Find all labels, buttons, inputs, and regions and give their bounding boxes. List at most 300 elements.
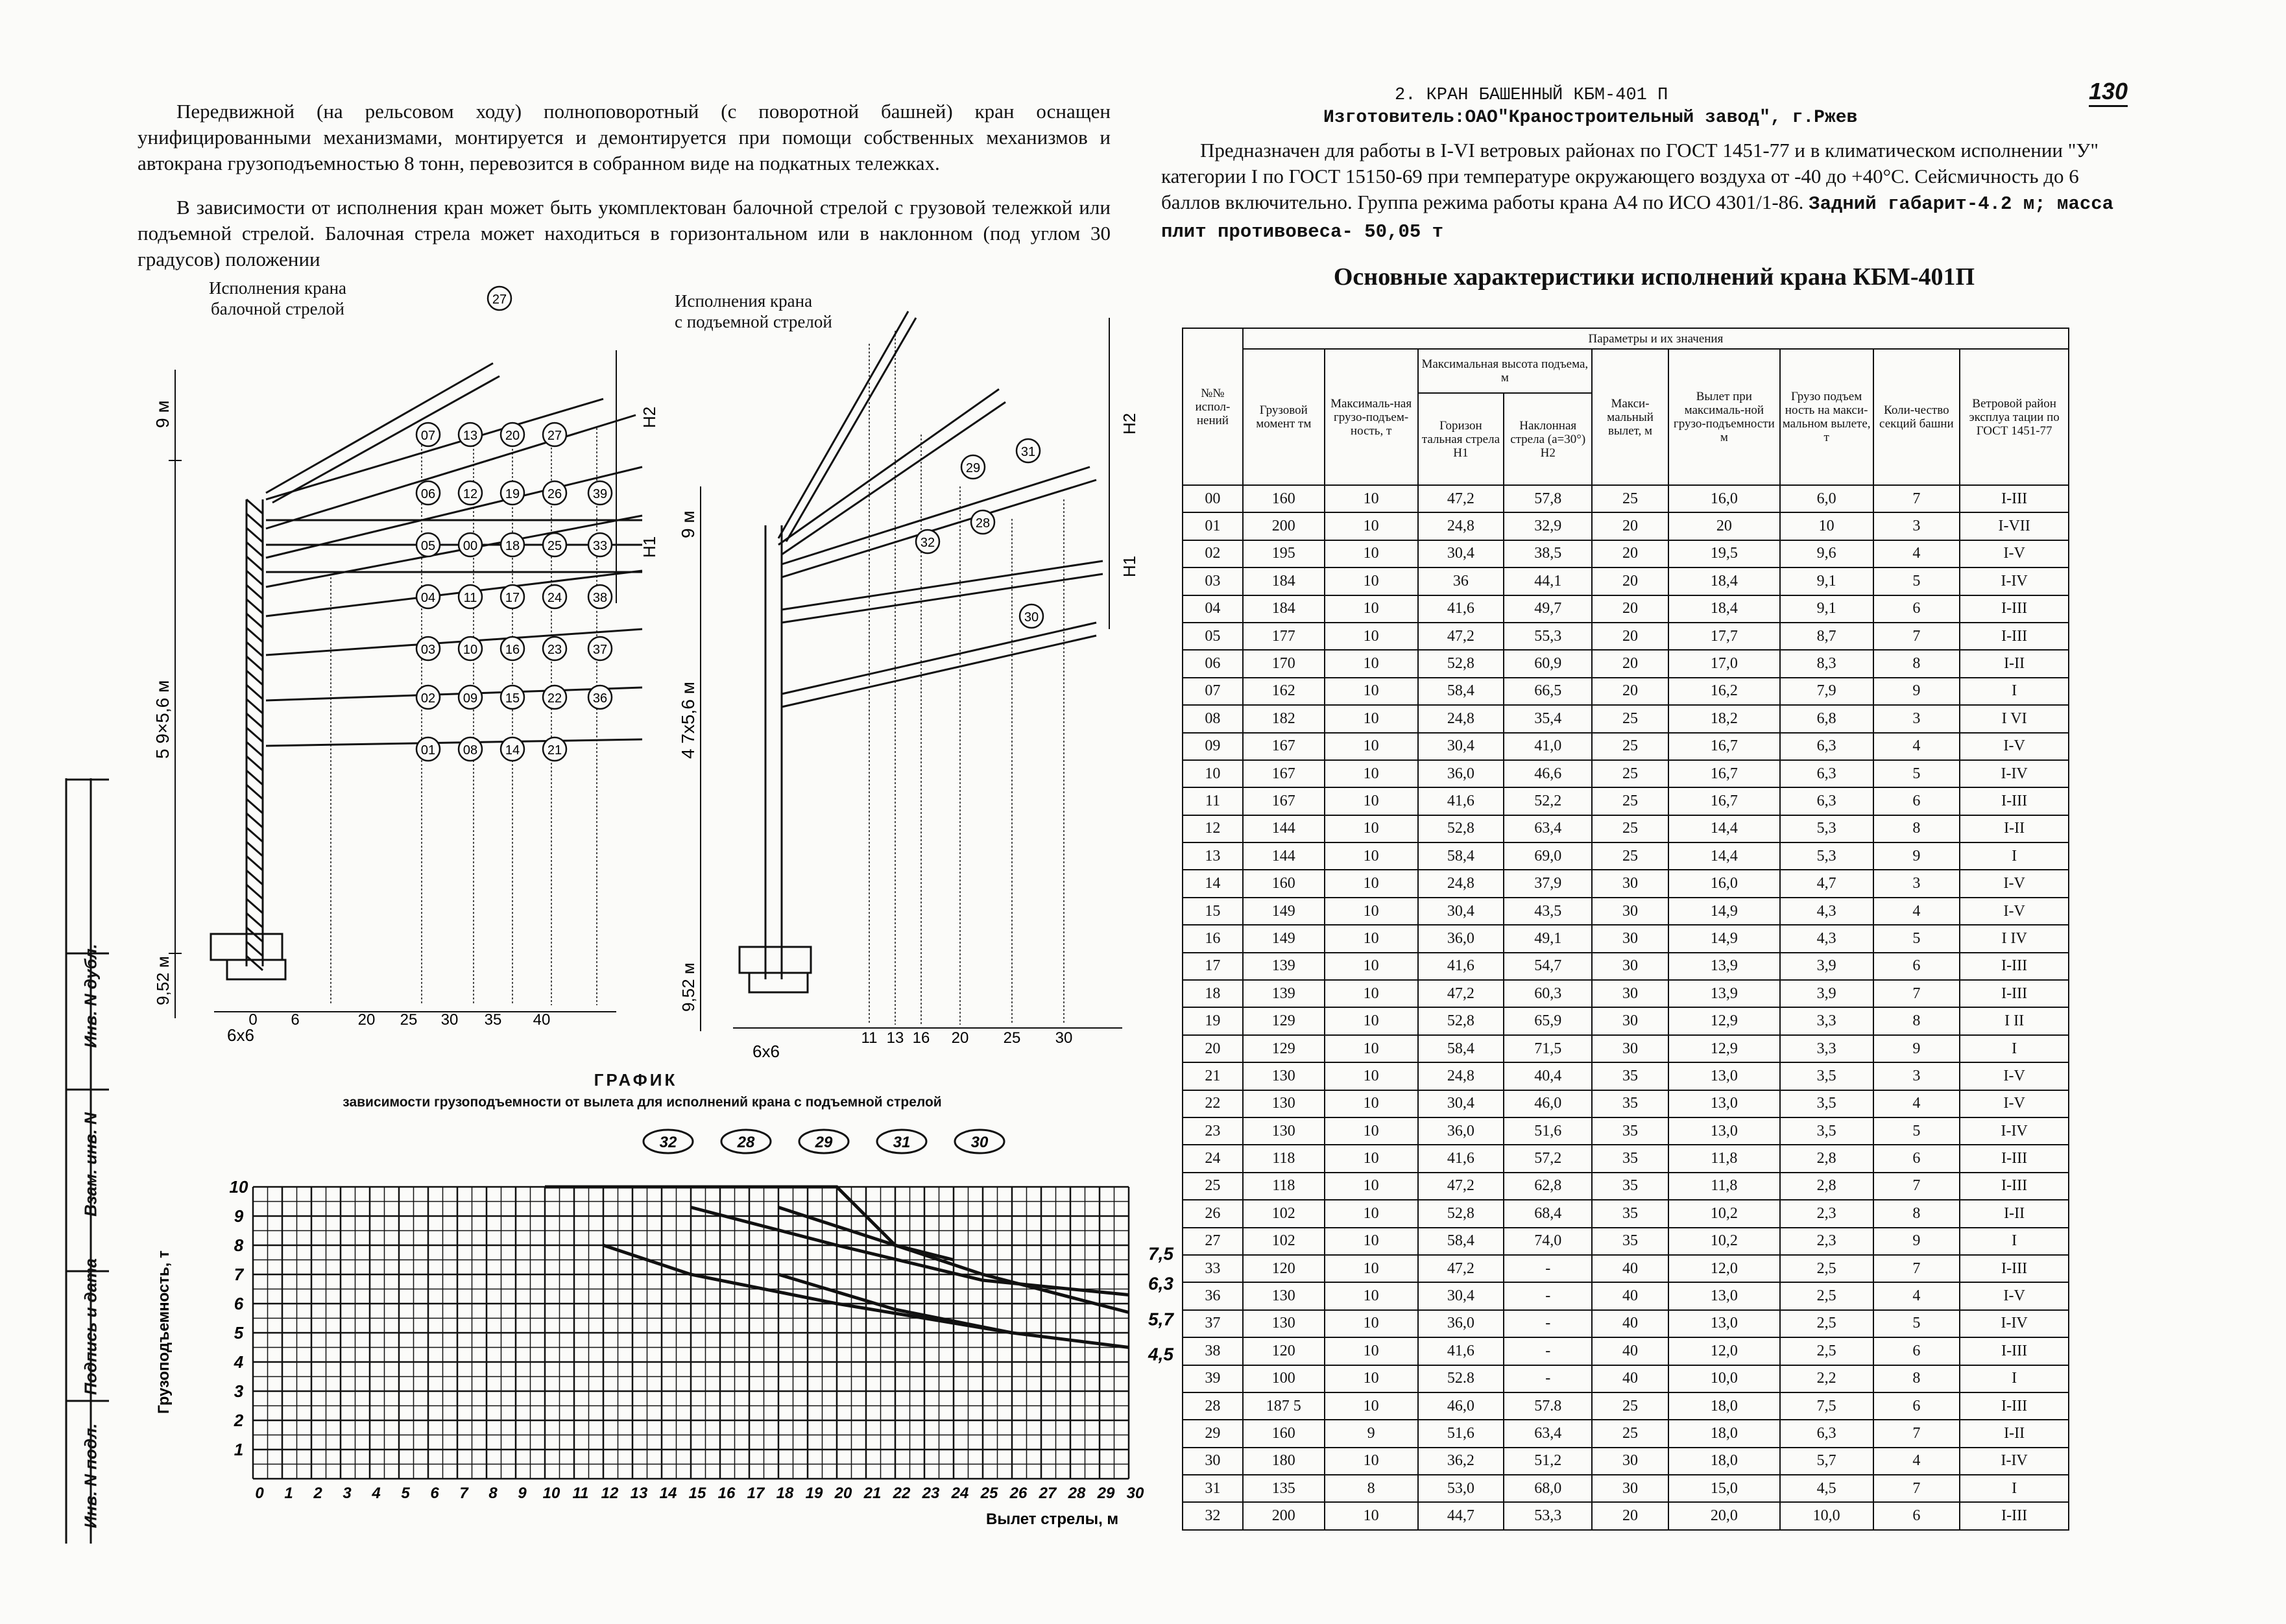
table-row — [1183, 1282, 2069, 1309]
table-cell: 07 — [1183, 678, 1243, 705]
table-cell: 51,6 — [1504, 1117, 1592, 1145]
table-cell: I-III — [1960, 980, 2069, 1007]
table-cell: I-III — [1960, 1337, 2069, 1365]
table-row — [1183, 1145, 2069, 1172]
table-cell: I-IV — [1960, 567, 2069, 595]
table-cell: 23 — [1183, 1117, 1243, 1145]
table-cell: 54,7 — [1504, 953, 1592, 980]
y-tick-label: 1 — [234, 1440, 244, 1459]
table-cell: I — [1960, 678, 2069, 705]
table-cell: 102 — [1243, 1200, 1325, 1227]
luffing-boom-diagram — [675, 305, 1148, 1061]
table-cell: I-III — [1960, 1145, 2069, 1172]
table-cell: I VI — [1960, 705, 2069, 732]
table-cell: 8 — [1325, 1475, 1418, 1502]
table-cell: 5,3 — [1780, 815, 1873, 842]
version-number: 16 — [505, 643, 520, 657]
crane-spec-table — [1182, 328, 2069, 1531]
table-cell: 10 — [1325, 1228, 1418, 1255]
version-number: 14 — [505, 743, 520, 758]
table-cell: 35 — [1592, 1228, 1668, 1255]
version-number: 13 — [463, 429, 478, 443]
table-cell: I-III — [1960, 1502, 2069, 1529]
table-cell: 13 — [1183, 842, 1243, 870]
chart-grid — [253, 1187, 1129, 1479]
table-cell: 55,3 — [1504, 623, 1592, 650]
table-cell: 25 — [1592, 485, 1668, 512]
table-cell: 46,0 — [1418, 1392, 1504, 1420]
table-cell: 10 — [1325, 898, 1418, 925]
table-cell: 49,1 — [1504, 925, 1592, 952]
table-cell: 16,7 — [1668, 787, 1780, 815]
series-label: 30 — [970, 1134, 989, 1151]
table-cell: 37 — [1183, 1310, 1243, 1337]
table-cell: 10 — [1325, 512, 1418, 540]
table-cell: 11 — [1183, 787, 1243, 815]
th-moment: Грузовой момент тм — [1243, 349, 1325, 485]
table-cell: I — [1960, 1365, 2069, 1392]
version-number: 11 — [463, 591, 477, 605]
table-row — [1183, 980, 2069, 1007]
table-cell: 13,0 — [1668, 1310, 1780, 1337]
table-cell: 5 — [1873, 760, 1960, 787]
th-maxload: Максималь-ная грузо-подъем-ность, т — [1325, 349, 1418, 485]
version-number: 22 — [547, 691, 562, 706]
table-cell: 10 — [1325, 540, 1418, 567]
boom-paragraph: В зависимости от исполнения кран может быть укомплектован балочной стрелой с грузовой тележкой или подъемной стрелой. Балочная стрела может находиться в горизонтальном или в наклонном (под углом 30 градусов) положении — [138, 196, 1111, 270]
stamp-label-podpis: Подпись и дата — [80, 1258, 101, 1395]
table-row — [1183, 623, 2069, 650]
x-tick-label: 17 — [747, 1485, 765, 1502]
x-tick-label: 14 — [659, 1485, 677, 1502]
table-cell: 8 — [1873, 815, 1960, 842]
table-cell: 3,3 — [1780, 1007, 1873, 1034]
y-tick-label: 5 — [234, 1323, 244, 1343]
graph-title: ГРАФИК — [594, 1070, 678, 1090]
table-cell: 5 — [1873, 567, 1960, 595]
table-cell: 05 — [1183, 623, 1243, 650]
version-number: 04 — [420, 591, 436, 605]
table-cell: 36,0 — [1418, 760, 1504, 787]
x-tick-label: 30 — [440, 1011, 459, 1029]
table-cell: 16,0 — [1668, 870, 1780, 897]
x-tick-label: 21 — [863, 1485, 882, 1502]
table-cell: 20 — [1592, 595, 1668, 623]
x-tick-label: 20 — [357, 1011, 376, 1029]
table-cell: 10 — [1325, 1282, 1418, 1309]
table-cell: 8 — [1873, 650, 1960, 677]
table-cell: 40,4 — [1504, 1062, 1592, 1090]
table-cell: 130 — [1243, 1282, 1325, 1309]
table-cell: 10 — [1325, 925, 1418, 952]
x-tick-label: 0 — [248, 1011, 258, 1029]
table-cell: 57,8 — [1504, 485, 1592, 512]
y-tick-label: 10 — [229, 1177, 248, 1197]
table-cell: 6 — [1873, 1145, 1960, 1172]
table-cell: 46,6 — [1504, 760, 1592, 787]
table-cell: 17,7 — [1668, 623, 1780, 650]
x-tick-label: 23 — [922, 1485, 940, 1502]
table-cell: - — [1504, 1282, 1592, 1309]
table-cell: 35 — [1592, 1145, 1668, 1172]
table-cell: 149 — [1243, 925, 1325, 952]
table-cell: 4,5 — [1780, 1475, 1873, 1502]
table-cell: 2,5 — [1780, 1337, 1873, 1365]
stamp-label-dubl: Инв. N дубл. — [80, 944, 101, 1048]
table-cell: 41,0 — [1504, 733, 1592, 760]
th-h2: Наклонная стрела (а=30°) H2 — [1504, 393, 1592, 485]
table-cell: 10,0 — [1780, 1502, 1873, 1529]
table-cell: 16,0 — [1668, 485, 1780, 512]
table-row — [1183, 1310, 2069, 1337]
rdim-base: 9,52 м — [679, 962, 698, 1012]
table-cell: 3,9 — [1780, 953, 1873, 980]
table-cell: 10 — [1325, 953, 1418, 980]
version-number: 06 — [420, 487, 436, 501]
table-cell: 7,5 — [1780, 1392, 1873, 1420]
table-cell: 51,6 — [1418, 1420, 1504, 1447]
x-tick-label: 35 — [484, 1011, 502, 1029]
right-base-dim: 6x6 — [752, 1042, 780, 1061]
table-row — [1183, 1475, 2069, 1502]
table-cell: 18,0 — [1668, 1448, 1780, 1475]
x-tick-label: 1 — [284, 1485, 293, 1502]
table-cell: 14,4 — [1668, 815, 1780, 842]
table-cell: 10 — [1780, 512, 1873, 540]
table-cell: 30 — [1592, 1475, 1668, 1502]
table-cell: 162 — [1243, 678, 1325, 705]
table-cell: 4 — [1873, 540, 1960, 567]
page-number: 130 — [2089, 78, 2128, 107]
table-cell: 20 — [1592, 650, 1668, 677]
chart-ylabel: Грузоподъемность, т — [155, 1250, 173, 1414]
version-number: 10 — [463, 643, 478, 657]
x-tick-label: 13 — [886, 1029, 904, 1047]
table-cell: I-III — [1960, 1255, 2069, 1282]
x-tick-label: 29 — [1097, 1485, 1115, 1502]
table-cell: 10 — [1325, 1337, 1418, 1365]
table-cell: 25 — [1592, 733, 1668, 760]
table-cell: 43,5 — [1504, 898, 1592, 925]
table-cell: - — [1504, 1337, 1592, 1365]
diagram-right-caption: Исполнения крана с подъемной стрелой — [675, 291, 832, 331]
table-cell: 2,5 — [1780, 1310, 1873, 1337]
x-tick-label: 40 — [533, 1011, 551, 1029]
table-cell: 129 — [1243, 1007, 1325, 1034]
table-cell: 9 — [1873, 678, 1960, 705]
table-cell: 36,2 — [1418, 1448, 1504, 1475]
table-cell: 20,0 — [1668, 1502, 1780, 1529]
table-cell: 35 — [1592, 1117, 1668, 1145]
table-cell: 20 — [1592, 567, 1668, 595]
version-number: 39 — [592, 487, 608, 501]
table-cell: 14,9 — [1668, 925, 1780, 952]
table-cell: I-II — [1960, 1420, 2069, 1447]
table-row — [1183, 1392, 2069, 1420]
table-cell: I II — [1960, 1007, 2069, 1034]
table-cell: 41,6 — [1418, 1145, 1504, 1172]
version-number: 24 — [547, 591, 562, 605]
table-row — [1183, 1228, 2069, 1255]
table-cell: 10 — [1325, 787, 1418, 815]
stamp-label-podl: Инв. N подл. — [80, 1423, 101, 1529]
table-cell: 130 — [1243, 1062, 1325, 1090]
table-cell: 195 — [1243, 540, 1325, 567]
table-cell: 47,2 — [1418, 623, 1504, 650]
table-cell: 24,8 — [1418, 1062, 1504, 1090]
table-cell: 10 — [1325, 1200, 1418, 1227]
x-tick-label: 2 — [313, 1485, 322, 1502]
table-cell: 30 — [1592, 925, 1668, 952]
table-cell: I-II — [1960, 815, 2069, 842]
table-cell: 30 — [1183, 1448, 1243, 1475]
table-cell: 25 — [1592, 760, 1668, 787]
y-tick-label: 4 — [234, 1352, 244, 1372]
table-cell: 27 — [1183, 1228, 1243, 1255]
table-cell: 10 — [1325, 815, 1418, 842]
table-row — [1183, 1062, 2069, 1090]
table-cell: 167 — [1243, 733, 1325, 760]
table-cell: 7 — [1873, 1255, 1960, 1282]
table-cell: 13,0 — [1668, 1062, 1780, 1090]
table-cell: 46,0 — [1504, 1090, 1592, 1117]
table-cell: 4 — [1873, 733, 1960, 760]
version-number: 02 — [420, 691, 436, 706]
table-cell: 8,7 — [1780, 623, 1873, 650]
h1-label: H1 — [640, 536, 659, 558]
series-label: 29 — [815, 1134, 833, 1151]
y-tick-label: 3 — [234, 1381, 244, 1401]
table-cell: 8 — [1873, 1007, 1960, 1034]
table-cell: 20 — [1592, 1502, 1668, 1529]
x-tick-label: 25 — [1003, 1029, 1021, 1047]
table-cell: 10,2 — [1668, 1200, 1780, 1227]
y-tick-label: 9 — [234, 1206, 244, 1226]
table-cell: 184 — [1243, 595, 1325, 623]
table-cell: 52,8 — [1418, 1200, 1504, 1227]
table-cell: 63,4 — [1504, 1420, 1592, 1447]
table-row — [1183, 540, 2069, 567]
table-cell: 28 — [1183, 1392, 1243, 1420]
table-cell: I-III — [1960, 787, 2069, 815]
table-cell: 35 — [1592, 1173, 1668, 1200]
table-cell: 9,1 — [1780, 567, 1873, 595]
table-cell: 2,8 — [1780, 1145, 1873, 1172]
table-row — [1183, 705, 2069, 732]
table-title: Основные характеристики исполнений крана КБМ-401П — [1333, 263, 1975, 291]
x-tick-label: 30 — [1126, 1485, 1144, 1502]
table-cell: 30 — [1592, 1035, 1668, 1062]
table-cell: 66,5 — [1504, 678, 1592, 705]
version-number: 08 — [463, 743, 478, 758]
series-label: 31 — [893, 1134, 911, 1151]
table-row — [1183, 650, 2069, 677]
table-cell: I-VII — [1960, 512, 2069, 540]
table-cell: I IV — [1960, 925, 2069, 952]
section-title: 2. КРАН БАШЕННЫЙ КБМ-401 П — [1395, 86, 1668, 105]
luffing-booms — [778, 311, 1103, 707]
version-number: 05 — [420, 539, 436, 553]
table-cell: 60,3 — [1504, 980, 1592, 1007]
chart-xlabel: Вылет стрелы, м — [986, 1511, 1119, 1528]
table-cell: I-V — [1960, 1062, 2069, 1090]
table-cell: 35 — [1592, 1090, 1668, 1117]
x-tick-label: 7 — [459, 1485, 468, 1502]
table-cell: 25 — [1592, 1392, 1668, 1420]
table-cell: 10 — [1325, 485, 1418, 512]
table-cell: 13,0 — [1668, 1090, 1780, 1117]
table-cell: 20 — [1668, 512, 1780, 540]
table-cell: 19 — [1183, 1007, 1243, 1034]
table-cell: 30 — [1592, 953, 1668, 980]
table-cell: 03 — [1183, 567, 1243, 595]
table-cell: 3,5 — [1780, 1062, 1873, 1090]
table-cell: I-III — [1960, 595, 2069, 623]
version-number: 30 — [1024, 610, 1039, 625]
table-cell: 10 — [1325, 870, 1418, 897]
table-row — [1183, 1365, 2069, 1392]
table-cell: 52,8 — [1418, 1007, 1504, 1034]
table-cell: 25 — [1592, 787, 1668, 815]
version-number: 15 — [505, 691, 520, 706]
table-cell: 36 — [1418, 567, 1504, 595]
x-tick-label: 18 — [776, 1485, 794, 1502]
table-cell: 57,2 — [1504, 1145, 1592, 1172]
table-cell: 52.8 — [1418, 1365, 1504, 1392]
table-cell: 30,4 — [1418, 733, 1504, 760]
table-row — [1183, 512, 2069, 540]
table-cell: I-V — [1960, 540, 2069, 567]
table-cell: 11,8 — [1668, 1145, 1780, 1172]
version-number: 25 — [547, 539, 562, 553]
table-cell: 18 — [1183, 980, 1243, 1007]
table-cell: 2,5 — [1780, 1255, 1873, 1282]
table-cell: 36,0 — [1418, 925, 1504, 952]
table-cell: 10 — [1325, 980, 1418, 1007]
table-cell: 40 — [1592, 1365, 1668, 1392]
x-tick-label: 12 — [601, 1485, 619, 1502]
table-cell: I-IV — [1960, 760, 2069, 787]
th-sections: Коли-чество секций башни — [1873, 349, 1960, 485]
table-cell: 15 — [1183, 898, 1243, 925]
table-cell: I — [1960, 1228, 2069, 1255]
table-cell: 12 — [1183, 815, 1243, 842]
version-number: 21 — [547, 743, 562, 758]
table-body — [1183, 485, 2069, 1530]
table-cell: 177 — [1243, 623, 1325, 650]
table-cell: 7 — [1873, 485, 1960, 512]
table-row — [1183, 1173, 2069, 1200]
table-cell: 47,2 — [1418, 1255, 1504, 1282]
table-cell: 41,6 — [1418, 595, 1504, 623]
chart-x-ticks — [255, 1485, 1144, 1502]
table-cell: 160 — [1243, 485, 1325, 512]
table-cell: 10 — [1325, 842, 1418, 870]
table-cell: 10 — [1325, 623, 1418, 650]
table-cell: 10 — [1325, 1448, 1418, 1475]
table-cell: 25 — [1592, 815, 1668, 842]
table-cell: 149 — [1243, 898, 1325, 925]
table-cell: 10 — [1325, 1365, 1418, 1392]
table-row — [1183, 1035, 2069, 1062]
table-cell: 00 — [1183, 485, 1243, 512]
table-cell: I-III — [1960, 953, 2069, 980]
table-cell: 6 — [1873, 1392, 1960, 1420]
left-base-dim: 6x6 — [227, 1025, 254, 1045]
table-cell: I-V — [1960, 1090, 2069, 1117]
table-cell: 10 — [1325, 678, 1418, 705]
th-reach: Макси-мальный вылет, м — [1592, 349, 1668, 485]
table-cell: I-III — [1960, 485, 2069, 512]
table-cell: 160 — [1243, 1420, 1325, 1447]
table-cell: 30,4 — [1418, 898, 1504, 925]
rh1-label: H1 — [1120, 555, 1139, 577]
th-group: Параметры и их значения — [1243, 328, 2069, 349]
table-cell: I — [1960, 1475, 2069, 1502]
version-number: 19 — [505, 487, 520, 501]
table-cell: 24 — [1183, 1145, 1243, 1172]
table-cell: 10,0 — [1668, 1365, 1780, 1392]
table-cell: 41,6 — [1418, 1337, 1504, 1365]
table-cell: 167 — [1243, 760, 1325, 787]
table-cell: 7,9 — [1780, 678, 1873, 705]
table-cell: 9 — [1325, 1420, 1418, 1447]
table-cell: 3,3 — [1780, 1035, 1873, 1062]
dim-base: 9,52 м — [153, 956, 173, 1005]
manufacturer: Изготовитель:ОАО"Краностроительный завод", г.Ржев — [1323, 108, 1858, 128]
table-row — [1183, 1090, 2069, 1117]
version-number: 18 — [505, 539, 520, 553]
table-cell: 31 — [1183, 1475, 1243, 1502]
table-cell: 16,2 — [1668, 678, 1780, 705]
table-cell: 8 — [1873, 1365, 1960, 1392]
x-tick-label: 16 — [717, 1485, 736, 1502]
table-cell: 74,0 — [1504, 1228, 1592, 1255]
table-cell: 10 — [1325, 1255, 1418, 1282]
table-cell: I — [1960, 1035, 2069, 1062]
table-cell: 3,5 — [1780, 1117, 1873, 1145]
rdim-sections: 4 7x5,6 м — [678, 682, 698, 759]
x-tick-label: 28 — [1068, 1485, 1086, 1502]
version-number: 37 — [592, 643, 608, 657]
table-cell: 10 — [1325, 1117, 1418, 1145]
table-cell: 24,8 — [1418, 870, 1504, 897]
table-cell: 06 — [1183, 650, 1243, 677]
table-cell: 10 — [1183, 760, 1243, 787]
table-cell: 6 — [1873, 787, 1960, 815]
table-cell: 25 — [1183, 1173, 1243, 1200]
x-tick-label: 15 — [688, 1485, 706, 1502]
table-cell: 130 — [1243, 1117, 1325, 1145]
table-cell: 10 — [1325, 1502, 1418, 1529]
rdim-9m: 9 м — [678, 510, 698, 538]
table-row — [1183, 733, 2069, 760]
table-cell: 6 — [1873, 953, 1960, 980]
chart-end-labels — [1148, 1244, 1174, 1365]
table-cell: 09 — [1183, 733, 1243, 760]
table-cell: 10,2 — [1668, 1228, 1780, 1255]
table-cell: 49,7 — [1504, 595, 1592, 623]
x-tick-label: 8 — [488, 1485, 498, 1502]
table-cell: I-V — [1960, 1282, 2069, 1309]
table-row — [1183, 898, 2069, 925]
table-cell: 68,4 — [1504, 1200, 1592, 1227]
table-cell: 24,8 — [1418, 512, 1504, 540]
version-number: 38 — [592, 591, 608, 605]
chart-y-ticks — [230, 1177, 248, 1459]
series-label: 28 — [737, 1134, 755, 1151]
table-cell: 9,1 — [1780, 595, 1873, 623]
